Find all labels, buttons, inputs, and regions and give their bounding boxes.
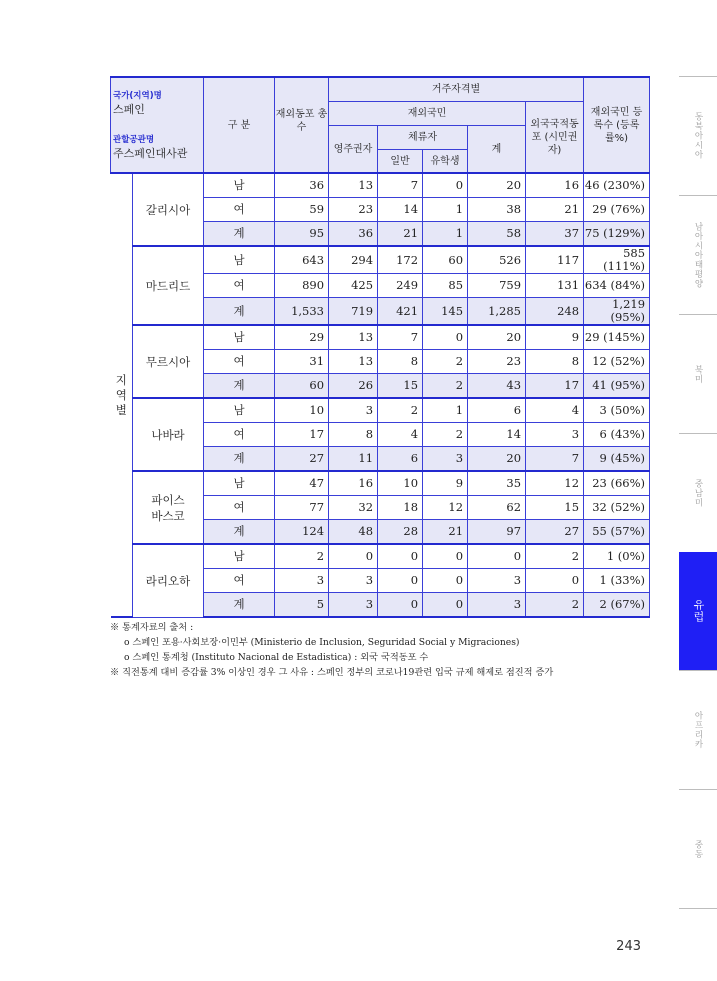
gender-cell: 계 (204, 593, 275, 618)
value-cell-total: 890 (275, 274, 329, 298)
value-cell-gen: 6 (378, 447, 423, 472)
value-cell-foreign: 7 (526, 447, 584, 472)
gender-cell: 계 (204, 374, 275, 399)
value-cell-gen: 172 (378, 246, 423, 274)
value-cell-gen: 7 (378, 325, 423, 350)
value-cell-gen: 0 (378, 569, 423, 593)
country-info-cell (111, 77, 204, 173)
registered-cell: 634 (84%) (584, 274, 650, 298)
foreign-national-header: 외국국적동포 (시민권자) (526, 102, 584, 174)
value-cell-perm: 11 (329, 447, 378, 472)
general-header: 일반 (378, 150, 423, 174)
value-cell-sub: 97 (468, 520, 526, 545)
gender-cell: 여 (204, 274, 275, 298)
value-cell-stu: 0 (423, 593, 468, 618)
value-cell-stu: 1 (423, 398, 468, 423)
gender-cell: 남 (204, 246, 275, 274)
value-cell-perm: 26 (329, 374, 378, 399)
value-cell-stu: 3 (423, 447, 468, 472)
value-cell-total: 95 (275, 222, 329, 247)
value-cell-perm: 13 (329, 350, 378, 374)
total-header: 재외동포 총수 (275, 77, 329, 173)
registered-cell: 12 (52%) (584, 350, 650, 374)
value-cell-gen: 21 (378, 222, 423, 247)
office-label: 관할공관명 (113, 135, 155, 145)
side-tab-7[interactable] (679, 789, 717, 908)
gender-cell: 여 (204, 423, 275, 447)
value-cell-total: 643 (275, 246, 329, 274)
value-cell-stu: 21 (423, 520, 468, 545)
registered-cell: 41 (95%) (584, 374, 650, 399)
side-tab-label: 아프리카 (693, 711, 703, 749)
value-cell-sub: 58 (468, 222, 526, 247)
side-nav (679, 76, 717, 909)
registered-cell: 32 (52%) (584, 496, 650, 520)
value-cell-sub: 20 (468, 447, 526, 472)
side-tab-label: 남아시아태평양 (693, 221, 703, 289)
gender-cell: 여 (204, 350, 275, 374)
registered-cell: 1 (33%) (584, 569, 650, 593)
value-cell-perm: 8 (329, 423, 378, 447)
side-tab-label: 동북아시아 (693, 112, 703, 160)
value-cell-perm: 3 (329, 593, 378, 618)
value-cell-foreign: 131 (526, 274, 584, 298)
source-title: ※ 통계자료의 출처 : (110, 622, 194, 633)
value-cell-total: 124 (275, 520, 329, 545)
side-tab-2[interactable] (679, 195, 717, 314)
value-cell-perm: 425 (329, 274, 378, 298)
value-cell-gen: 249 (378, 274, 423, 298)
value-cell-total: 77 (275, 496, 329, 520)
value-cell-total: 17 (275, 423, 329, 447)
value-cell-sub: 35 (468, 471, 526, 496)
value-cell-perm: 294 (329, 246, 378, 274)
value-cell-foreign: 17 (526, 374, 584, 399)
registered-cell: 9 (45%) (584, 447, 650, 472)
value-cell-stu: 2 (423, 374, 468, 399)
value-cell-foreign: 16 (526, 173, 584, 198)
side-tab-label: 중동 (693, 839, 703, 859)
value-cell-sub: 1,285 (468, 298, 526, 326)
gender-cell: 남 (204, 544, 275, 569)
registered-cell: 75 (129%) (584, 222, 650, 247)
value-cell-stu: 9 (423, 471, 468, 496)
value-cell-perm: 3 (329, 398, 378, 423)
side-tab-label: 중남미 (693, 478, 703, 508)
value-cell-gen: 421 (378, 298, 423, 326)
value-cell-foreign: 8 (526, 350, 584, 374)
value-cell-sub: 43 (468, 374, 526, 399)
side-tab-1[interactable] (679, 76, 717, 195)
value-cell-total: 59 (275, 198, 329, 222)
value-cell-gen: 0 (378, 544, 423, 569)
value-cell-stu: 0 (423, 569, 468, 593)
notes-section (110, 620, 670, 680)
registered-cell: 1,219 (95%) (584, 298, 650, 326)
value-cell-foreign: 15 (526, 496, 584, 520)
registered-cell: 55 (57%) (584, 520, 650, 545)
registered-cell: 2 (67%) (584, 593, 650, 618)
value-cell-stu: 0 (423, 325, 468, 350)
subtotal-header: 계 (468, 126, 526, 174)
value-cell-total: 47 (275, 471, 329, 496)
value-cell-stu: 1 (423, 222, 468, 247)
gender-cell: 남 (204, 471, 275, 496)
value-cell-total: 27 (275, 447, 329, 472)
value-cell-total: 31 (275, 350, 329, 374)
value-cell-sub: 20 (468, 173, 526, 198)
value-cell-perm: 3 (329, 569, 378, 593)
value-cell-stu: 1 (423, 198, 468, 222)
gender-cell: 여 (204, 198, 275, 222)
value-cell-foreign: 2 (526, 544, 584, 569)
table-row (111, 471, 650, 496)
statistics-table (110, 76, 650, 618)
region-group-label: 지 역 별 (111, 173, 133, 617)
region-name: 갈리시아 (133, 173, 204, 246)
value-cell-total: 10 (275, 398, 329, 423)
value-cell-foreign: 27 (526, 520, 584, 545)
gender-cell: 남 (204, 325, 275, 350)
value-cell-perm: 13 (329, 325, 378, 350)
table-row (111, 246, 650, 274)
value-cell-stu: 0 (423, 544, 468, 569)
value-cell-gen: 18 (378, 496, 423, 520)
value-cell-foreign: 2 (526, 593, 584, 618)
region-name: 무르시아 (133, 325, 204, 398)
value-cell-gen: 2 (378, 398, 423, 423)
side-tab-label: 북미 (693, 364, 703, 384)
region-name: 마드리드 (133, 246, 204, 325)
value-cell-gen: 7 (378, 173, 423, 198)
value-cell-foreign: 3 (526, 423, 584, 447)
value-cell-perm: 32 (329, 496, 378, 520)
value-cell-gen: 8 (378, 350, 423, 374)
side-tab-3[interactable] (679, 314, 717, 433)
residence-status-header: 거주자격별 (329, 77, 584, 102)
office-value: 주스페인대사관 (113, 147, 188, 160)
side-tab-label: 유럽 (692, 599, 705, 623)
table-row (111, 544, 650, 569)
gender-cell: 계 (204, 520, 275, 545)
value-cell-gen: 4 (378, 423, 423, 447)
gender-cell: 여 (204, 569, 275, 593)
value-cell-sub: 23 (468, 350, 526, 374)
registered-cell: 29 (145%) (584, 325, 650, 350)
value-cell-total: 29 (275, 325, 329, 350)
value-cell-foreign: 12 (526, 471, 584, 496)
value-cell-sub: 20 (468, 325, 526, 350)
value-cell-sub: 62 (468, 496, 526, 520)
value-cell-foreign: 4 (526, 398, 584, 423)
page-number: 243 (616, 939, 641, 954)
registered-header: 재외국민 등록수 (등록률%) (584, 77, 650, 173)
table-row (111, 398, 650, 423)
gender-cell: 남 (204, 173, 275, 198)
gender-cell: 여 (204, 496, 275, 520)
value-cell-gen: 10 (378, 471, 423, 496)
permanent-header: 영주권자 (329, 126, 378, 174)
value-cell-stu: 2 (423, 350, 468, 374)
value-cell-stu: 0 (423, 173, 468, 198)
division-header: 구 분 (204, 77, 275, 173)
value-cell-total: 60 (275, 374, 329, 399)
gender-cell: 계 (204, 298, 275, 326)
source-2: o 스페인 통계청 (Instituto Nacional de Estadistica) : 외국 국적동포 수 (124, 652, 429, 663)
table-body (111, 173, 650, 617)
registered-cell: 6 (43%) (584, 423, 650, 447)
value-cell-foreign: 248 (526, 298, 584, 326)
value-cell-foreign: 21 (526, 198, 584, 222)
value-cell-gen: 15 (378, 374, 423, 399)
region-name: 파이스 바스코 (133, 471, 204, 544)
registered-cell: 585 (111%) (584, 246, 650, 274)
table-row (111, 325, 650, 350)
value-cell-foreign: 37 (526, 222, 584, 247)
side-nav-end-divider (679, 908, 717, 909)
side-tab-5[interactable] (679, 552, 717, 670)
value-cell-sub: 0 (468, 544, 526, 569)
value-cell-total: 36 (275, 173, 329, 198)
value-cell-sub: 3 (468, 593, 526, 618)
value-cell-sub: 38 (468, 198, 526, 222)
value-cell-sub: 759 (468, 274, 526, 298)
value-cell-perm: 13 (329, 173, 378, 198)
overseas-citizens-header: 재외국민 (329, 102, 526, 126)
table-row (111, 173, 650, 198)
change-note: ※ 직전통계 대비 증감률 3% 이상인 경우 그 사유 : 스페인 정부의 코로나19관련 입국 규제 해제로 점진적 증가 (110, 667, 554, 678)
region-name: 나바라 (133, 398, 204, 471)
value-cell-perm: 16 (329, 471, 378, 496)
value-cell-stu: 2 (423, 423, 468, 447)
value-cell-perm: 719 (329, 298, 378, 326)
registered-cell: 3 (50%) (584, 398, 650, 423)
value-cell-perm: 36 (329, 222, 378, 247)
value-cell-foreign: 9 (526, 325, 584, 350)
gender-cell: 남 (204, 398, 275, 423)
source-1: o 스페인 포용·사회보장·이민부 (Ministerio de Inclusion, Seguridad Social y Migraciones) (124, 637, 520, 648)
value-cell-stu: 145 (423, 298, 468, 326)
value-cell-perm: 48 (329, 520, 378, 545)
value-cell-gen: 14 (378, 198, 423, 222)
side-tab-4[interactable] (679, 433, 717, 552)
side-tab-6[interactable] (679, 670, 717, 789)
value-cell-gen: 0 (378, 593, 423, 618)
registered-cell: 1 (0%) (584, 544, 650, 569)
value-cell-total: 5 (275, 593, 329, 618)
value-cell-total: 1,533 (275, 298, 329, 326)
value-cell-total: 2 (275, 544, 329, 569)
registered-cell: 23 (66%) (584, 471, 650, 496)
region-name: 라리오하 (133, 544, 204, 617)
value-cell-sub: 3 (468, 569, 526, 593)
value-cell-stu: 85 (423, 274, 468, 298)
value-cell-perm: 0 (329, 544, 378, 569)
registered-cell: 46 (230%) (584, 173, 650, 198)
value-cell-stu: 60 (423, 246, 468, 274)
value-cell-stu: 12 (423, 496, 468, 520)
value-cell-perm: 23 (329, 198, 378, 222)
country-label: 국가(지역)명 (113, 91, 162, 101)
value-cell-sub: 6 (468, 398, 526, 423)
value-cell-total: 3 (275, 569, 329, 593)
value-cell-sub: 14 (468, 423, 526, 447)
sojourner-header: 체류자 (378, 126, 468, 150)
value-cell-gen: 28 (378, 520, 423, 545)
value-cell-sub: 526 (468, 246, 526, 274)
value-cell-foreign: 117 (526, 246, 584, 274)
country-value: 스페인 (113, 103, 145, 116)
gender-cell: 계 (204, 222, 275, 247)
gender-cell: 계 (204, 447, 275, 472)
registered-cell: 29 (76%) (584, 198, 650, 222)
value-cell-foreign: 0 (526, 569, 584, 593)
student-header: 유학생 (423, 150, 468, 174)
